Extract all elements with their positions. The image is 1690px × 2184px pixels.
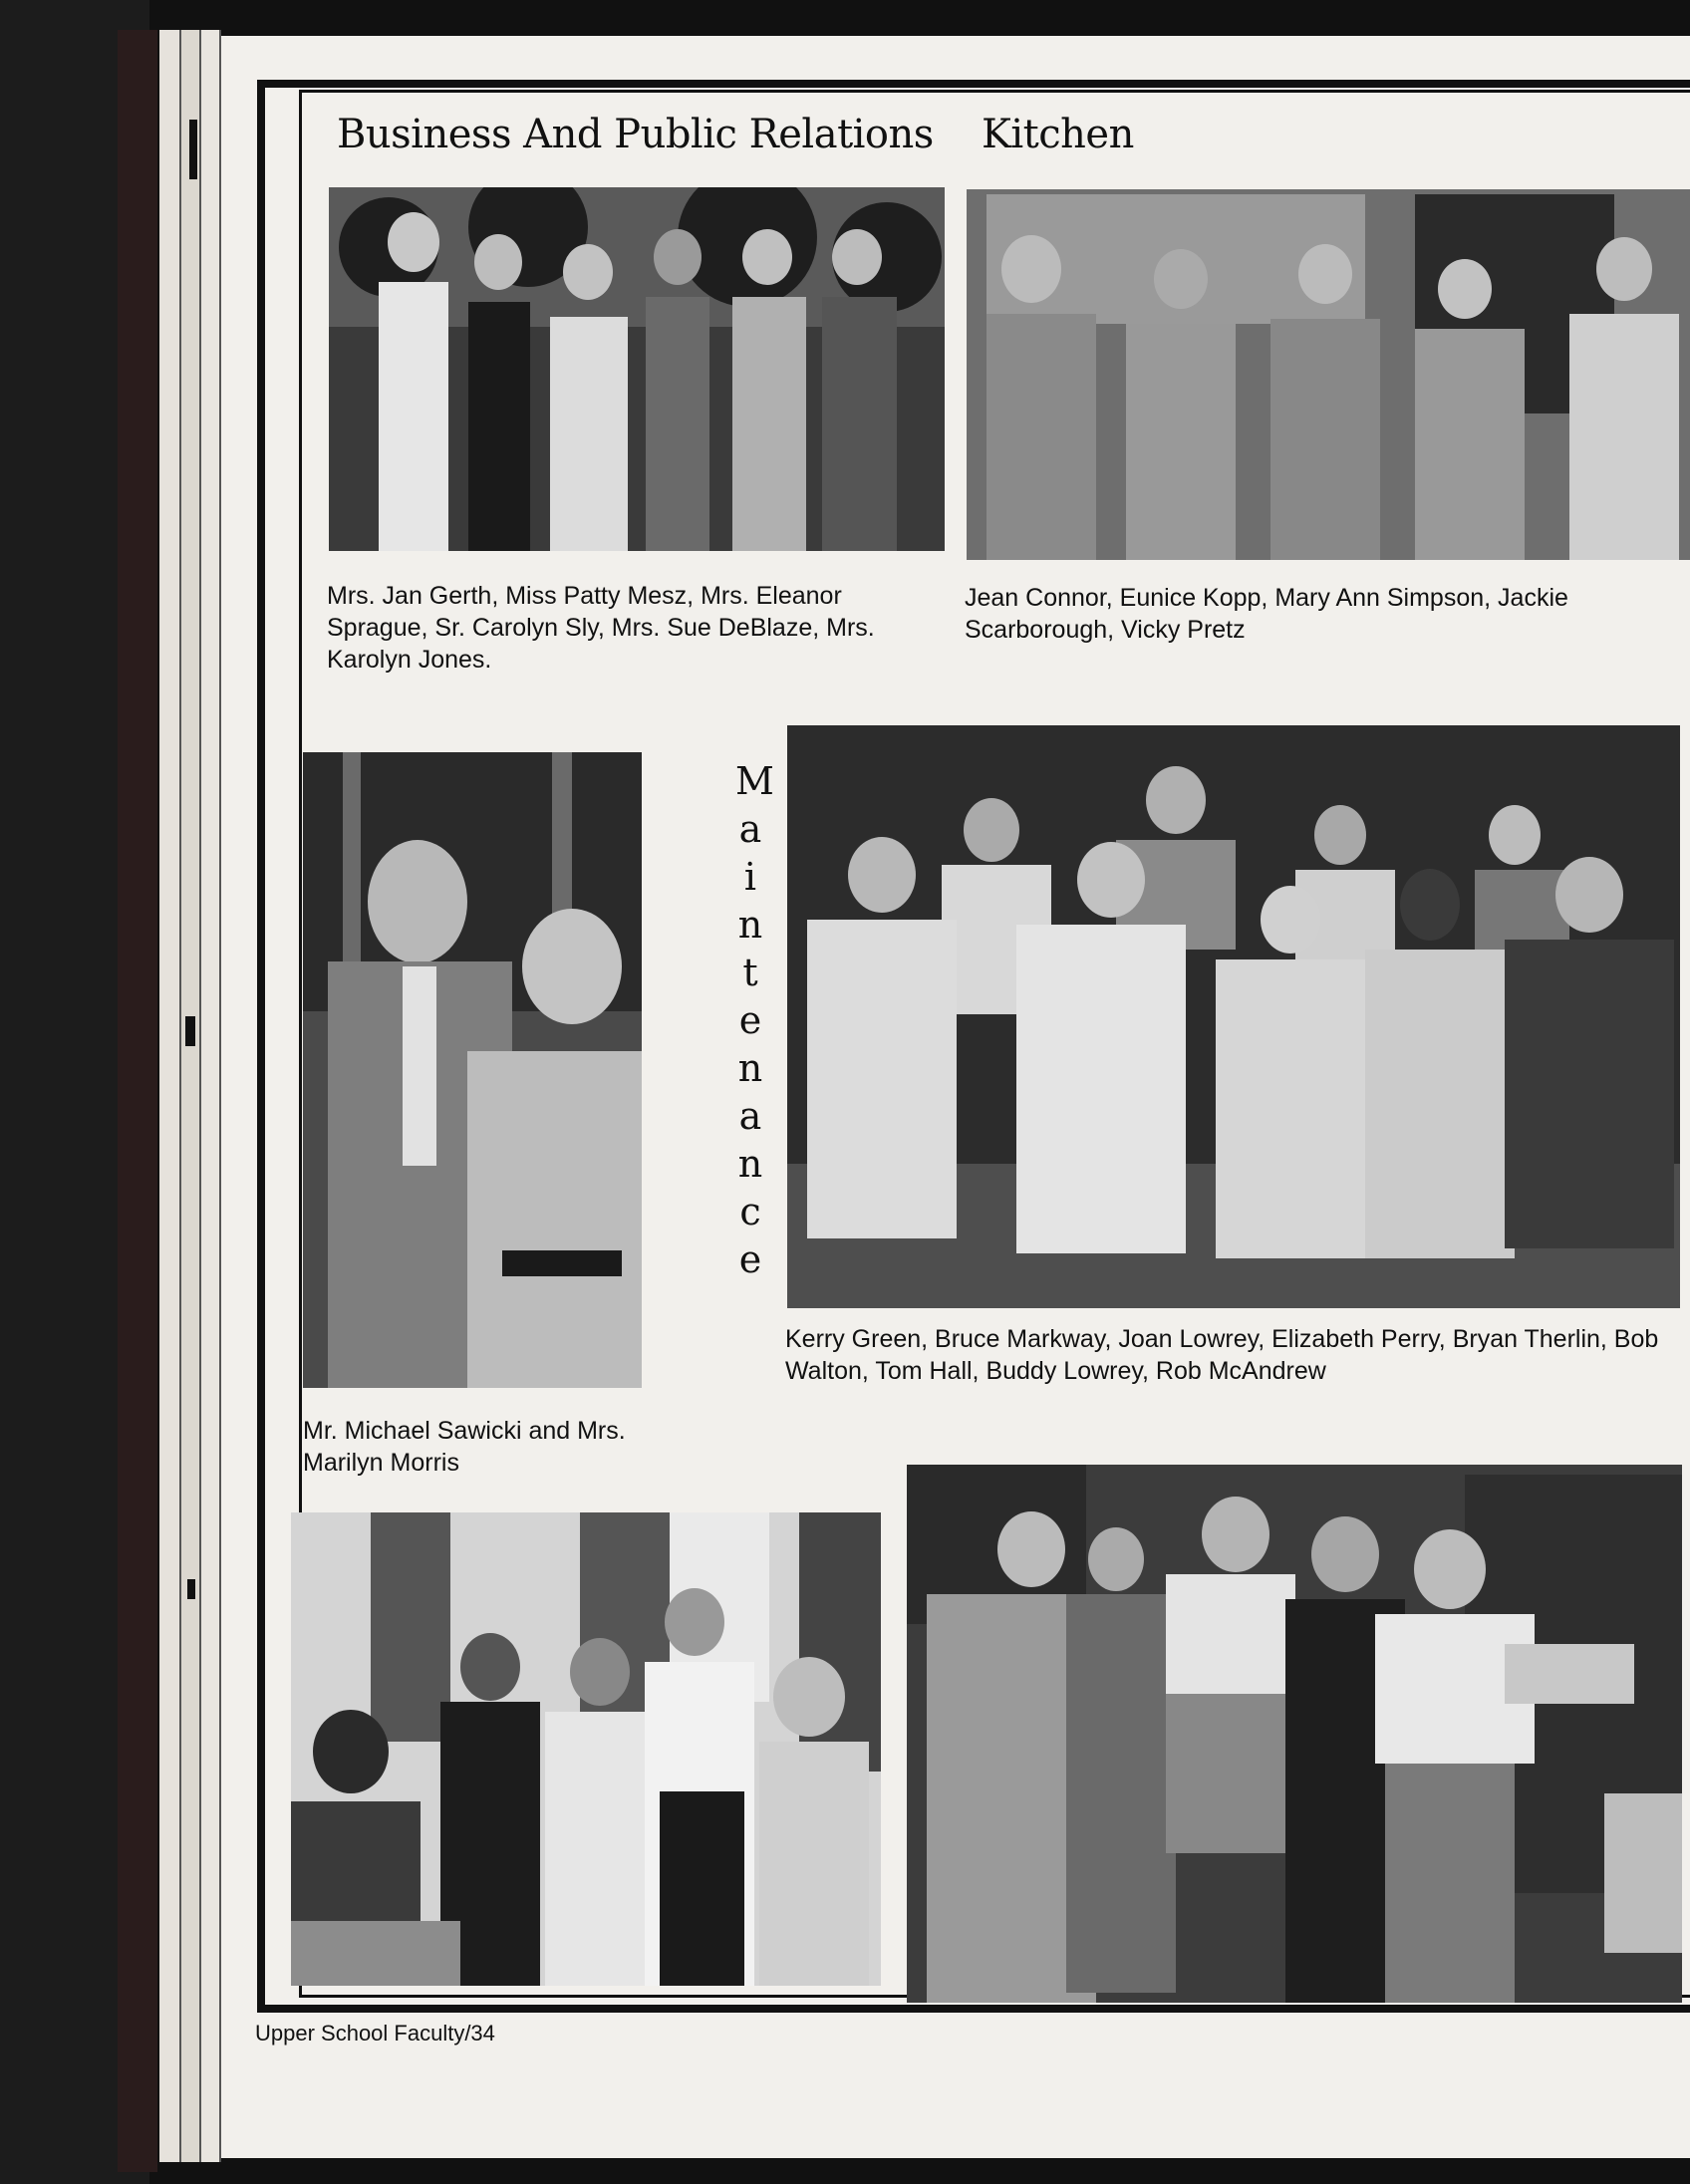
heading-letter: i [743, 855, 757, 899]
heading-letter: a [738, 807, 762, 851]
maintenance-staff-photo [787, 725, 1680, 1308]
caption-business: Mrs. Jan Gerth, Miss Patty Mesz, Mrs. Eleanor Sprague, Sr. Carolyn Sly, Mrs. Sue DeBlaze, Mrs. Karolyn Jones. [327, 582, 875, 674]
caption-portrait: Mr. Michael Sawicki and Mrs. Marilyn Morris [303, 1417, 626, 1477]
section-heading-maintenance [735, 757, 774, 1283]
caption-kitchen: Jean Connor, Eunice Kopp, Mary Ann Simpson, Jackie Scarborough, Vicky Pretz [965, 584, 1568, 644]
page-edges [159, 30, 181, 2162]
page-edges [181, 30, 201, 2162]
heading-letter: n [737, 1142, 763, 1186]
heading-letter: c [739, 1190, 761, 1233]
kitchen-staff-photo [967, 189, 1690, 560]
page-edges [201, 30, 221, 2162]
section-heading-kitchen: Kitchen [982, 112, 1134, 157]
heading-letter: n [737, 903, 763, 947]
office-group-photo [291, 1512, 881, 1986]
edge-mark [189, 120, 197, 179]
section-heading-business: Business And Public Relations [337, 112, 934, 157]
binding-band [118, 30, 157, 2172]
page-folio: Upper School Faculty/34 [255, 2021, 495, 2046]
candid-staff-photo [907, 1465, 1682, 2003]
heading-letter: M [735, 759, 774, 803]
edge-mark [187, 1579, 195, 1599]
heading-letter: t [742, 951, 758, 994]
heading-letter: e [738, 998, 762, 1042]
business-group-photo [329, 187, 945, 551]
sawicki-morris-photo [303, 752, 642, 1388]
heading-letter: n [737, 1046, 763, 1090]
heading-letter: e [738, 1237, 762, 1281]
heading-letter: a [738, 1094, 762, 1138]
edge-mark [185, 1016, 195, 1046]
caption-maintenance: Kerry Green, Bruce Markway, Joan Lowrey, Elizabeth Perry, Bryan Therlin, Bob Walton, Tom Hall, Buddy Lowrey, Rob McAndrew [785, 1325, 1659, 1385]
